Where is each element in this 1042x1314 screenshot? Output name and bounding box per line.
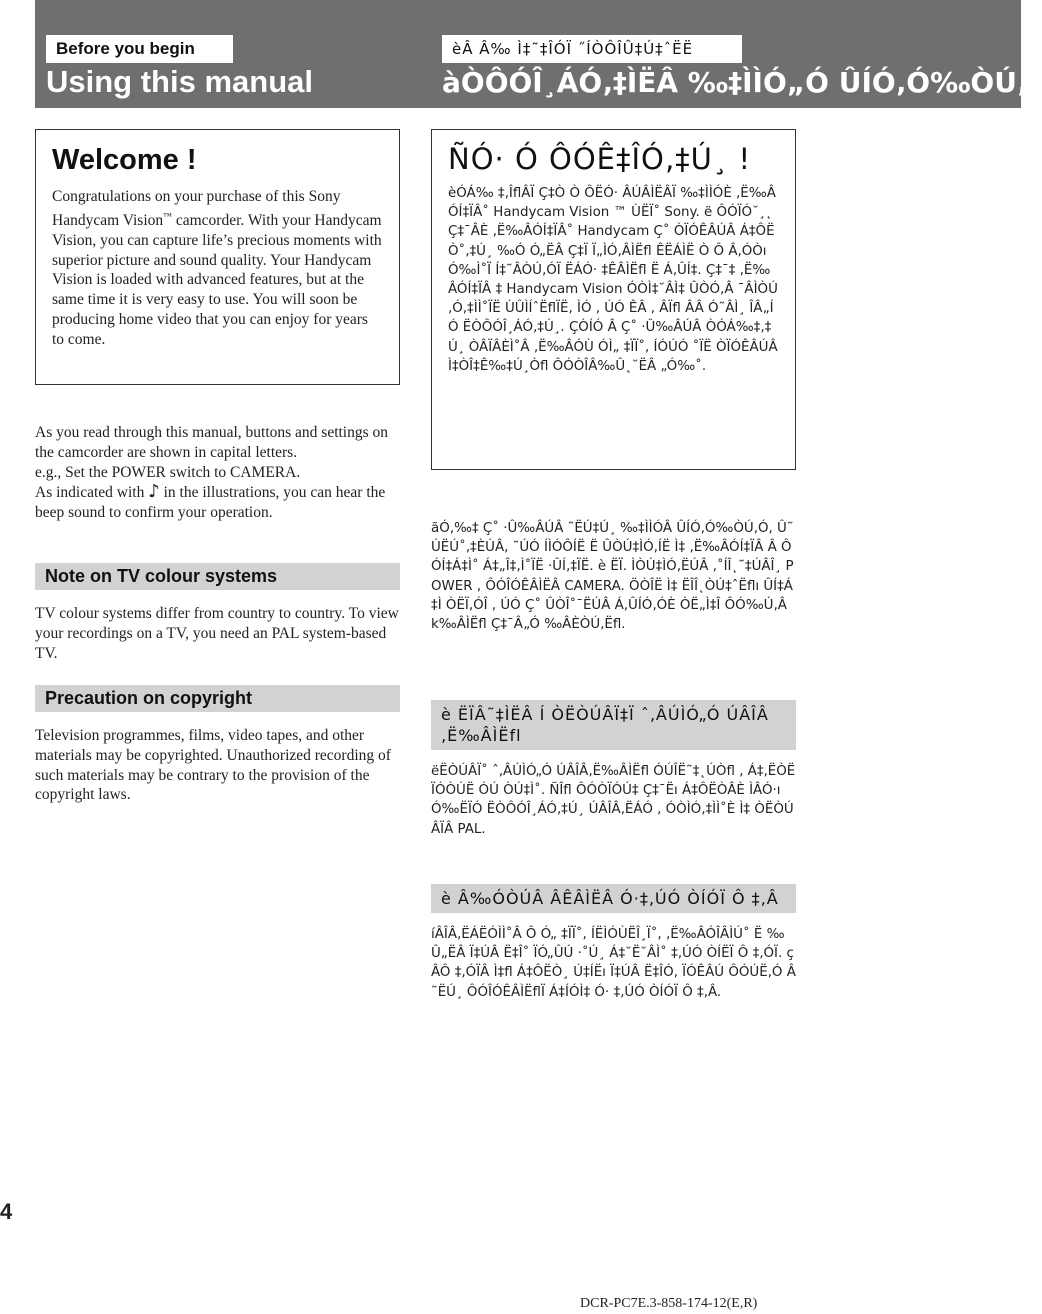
tv-section-ru [431, 700, 796, 839]
beep-note-icon: ♪ [148, 481, 160, 503]
copyright-section-ru [431, 884, 796, 1002]
tv-heading: Note on TV colour systems [35, 563, 400, 590]
intro-block [35, 423, 400, 523]
welcome-title: Welcome ! [52, 144, 197, 176]
intro-text: As you read through this manual, buttons and settings on the camcorder are shown in capital letters. [35, 424, 389, 461]
intro-beep: As indicated with ♪ in the illustrations, you can hear the beep sound to confirm your operation. [35, 481, 386, 522]
welcome-box [35, 129, 400, 385]
tv-heading-ru: è ËÏÂ˜‡ÌËÂ Í ÒËÒÚÂÏ‡Ï ˆ‚ÂÚÌÓ„Ó ÚÂÎÂ‚Ë‰ÂÌËfl [431, 700, 796, 750]
copyright-heading: Precaution on copyright [35, 685, 400, 712]
welcome-box-ru [431, 129, 796, 470]
copyright-text: Television programmes, films, video tapes, and other materials may be copyrighted. Unauthorized recording of such materials may be contrary to the provision of the copyright laws. [35, 727, 391, 804]
page-number: 4 [0, 1199, 13, 1224]
welcome-title-ru: ÑÓ· Ó ÔÓÊ‡ÎÓ‚‡Ú¸ ! [448, 142, 752, 176]
tv-section [35, 563, 400, 663]
welcome-text: Congratulations on your purchase of this Sony Handycam Vision™ camcorder. With your Handycam Vision, you can capture life’s precious moments with superior picture and sound quality. Your Handycam Vision is loaded with advanced features, but at the same time it is very easy to use. You will soon be producing home video that you can enjoy for years to come. [52, 188, 382, 348]
section-tag-ru: èÂ Â‰ Ì‡˜‡ÎÓÏ ˝ÍÒÔÎÛ‡Ú‡ˆËË [442, 35, 742, 63]
copyright-heading-ru: è Â‰ÓÒÚÂ ÂÊÂÌËÂ Ó·‡‚ÚÓ ÒÍÓÏ Ô ‡‚Â [431, 884, 796, 913]
intro-example: e.g., Set the POWER switch to CAMERA. [35, 463, 301, 481]
intro-block-ru [431, 519, 796, 634]
footer-code: DCR-PC7E.3-858-174-12(E,R) [580, 1296, 758, 1311]
tv-text-ru: ëËÒÚÂÏ˚ ˆ‚ÂÚÌÓ„Ó ÚÂÎÂ‚Ë‰ÂÌËfl ÓÚÎË˜‡˛ÚÒfl ‚ Á‡‚ËÒËÏÓÒÚË ÓÚ ÒÚ‡Ì˚. ÑÎfl ÔÓÒÏÓÚ‡ Ç‡¯Ëı Á‡ÔËÒÂÈ ÌÂÓ·ıÓ‰ËÏÓ ËÒÔÓÎ¸ÁÓ‚‡Ú¸ ÚÂÎÂ‚ËÁÓ , ÓÒÌÓ‚‡ÌÌ˚È Ì‡ ÒËÒÚÂÏÂ PAL. [431, 764, 796, 837]
trademark-symbol: ™ [163, 210, 172, 221]
intro-text-ru: ãÓ‚‰‡ Ç˚ ·Û‰ÂÚÂ ˜ËÚ‡Ú¸ ‰‡ÌÌÓÂ ÛÍÓ‚Ó‰ÒÚ‚Ó, Û˜ÚËÚ˚‚‡ÈÚÂ, ˜ÚÓ ÍÌÓÔÍË Ë ÛÒÚ‡ÌÓ‚ÍË Ì‡ ‚Ë‰ÂÓÍ‡ÏÂ Â ÔÓÍ‡Á‡Ì˚ Á‡„Î‡‚Ì˚ÏË ·ÛÍ‚‡ÏË. è ËÏ. ÌÒÚ‡ÌÓ‚ËÚÂ ‚˚ÍÎ˛˜‡ÚÂÎ¸ POWER ‚ ÔÓÎÓÊÂÌËÂ CAMERA. ÖÒÎË Ì‡ ËÎÎ˛ÒÚ‡ˆËflı ÛÍ‡Á‡Ì ÒËÏ‚ÓÎ , ÚÓ Ç˚ ÛÒÎ˚¯ËÚÂ Á‚ÛÍÓ‚ÓÈ ÒË„Ì‡Î ÔÓ‰Ú‚Âk‰ÂÌËfl Ç‡¯Â„Ó ‰ÂÈÒÚ‚Ëfl. [431, 521, 794, 633]
tv-text: TV colour systems differ from country to country. To view your recordings on a TV, you need an PAL system-based TV. [35, 605, 399, 662]
welcome-text-ru: èÓÁ‰ ‡‚ÎflÂÏ Ç‡Ò Ò ÔËÓ· ÂÚÂÌËÂÏ ‰‡ÌÌÓÈ ‚Ë‰ÂÓÍ‡ÏÂ˚ Handycam Vision ™ ÙËÏ˚ Sony. ë ÔÓÏÓ˘¸˛ Ç‡¯ÂÈ ‚Ë‰ÂÓÍ‡ÏÂ˚ Handycam Ç˚ ÒÏÓÊÂÚÂ Á‡ÔËÒ˚‚‡Ú¸ ‰Ó Ó„ËÂ Ç‡Ï Ï„ÌÓ‚ÂÌËfl ÊËÁÌË Ò Ô Â‚ÓÒıÓ‰Ì˚Ï Í‡˜ÂÒÚ‚ÓÏ ËÁÓ· ‡ÊÂÌËfl Ë Á‚ÛÍ‡. Ç‡¯‡ ‚Ë‰ÂÓÍ‡ÏÂ ‡ Handycam Vision ÓÒÌ‡˘ÂÌ‡ ÛÒÓ‚Â ¯ÂÌÒÚ‚Ó‚‡ÌÌ˚ÏË ÙÛÌÍˆËflÏË, ÌÓ , ÚÓ ÊÂ , ÂÏfl ÂÂ Ó˜ÂÌ¸ ÎÂ„ÍÓ ËÒÔÓÎ¸ÁÓ‚‡Ú¸. ÇÒÍÓ Â Ç˚ ·Û‰ÂÚÂ ÒÓÁ‰‡‚‡Ú¸ ÒÂÏÂÈÌ˚Â ‚Ë‰ÂÓÙ ÓÌ„ ‡ÏÏ˚, ÍÓÚÓ ˚ÏË ÒÏÓÊÂÚÂ Ì‡ÒÎ‡Ê‰‡Ú¸Òfl ÔÓÒÎÂ‰Û˛˘ËÂ „Ó‰˚. [448, 186, 778, 374]
copyright-section [35, 685, 400, 805]
page-title-ru: àÒÔÓÎ¸ÁÓ‚‡ÌËÂ ‰‡ÌÌÓ„Ó ÛÍÓ‚Ó‰ÒÚ‚‡ [442, 66, 1042, 99]
section-tag: Before you begin [46, 35, 233, 63]
page-title: Using this manual [46, 64, 313, 99]
copyright-text-ru: íÂÎÂ‚ËÁËÓÌÌ˚Â Ô Ó„ ‡ÏÏ˚, ÍËÌÓÙËÎ¸Ï˚, ‚Ë‰ÂÓÎÂÌÚ˚ Ë ‰ Û„ËÂ Ï‡ÚÂ Ë‡Î˚ ÏÓ„ÛÚ ·˚Ú¸ Á‡˘Ë˘ÂÌ˚ ‡‚ÚÓ ÒÍËÏ Ô ‡‚ÓÏ. çÂÔ ‡‚ÓÏÂ Ì‡fl Á‡ÔËÒ¸ Ú‡ÍËı Ï‡ÚÂ Ë‡ÎÓ‚ ÏÓÊÂÚ ÔÓÚË‚Ó Â˜ËÚ¸ ÔÓÎÓÊÂÌËflÏ Á‡ÍÓÌ‡ Ó· ‡‚ÚÓ ÒÍÓÏ Ô ‡‚Â. [431, 927, 796, 1000]
